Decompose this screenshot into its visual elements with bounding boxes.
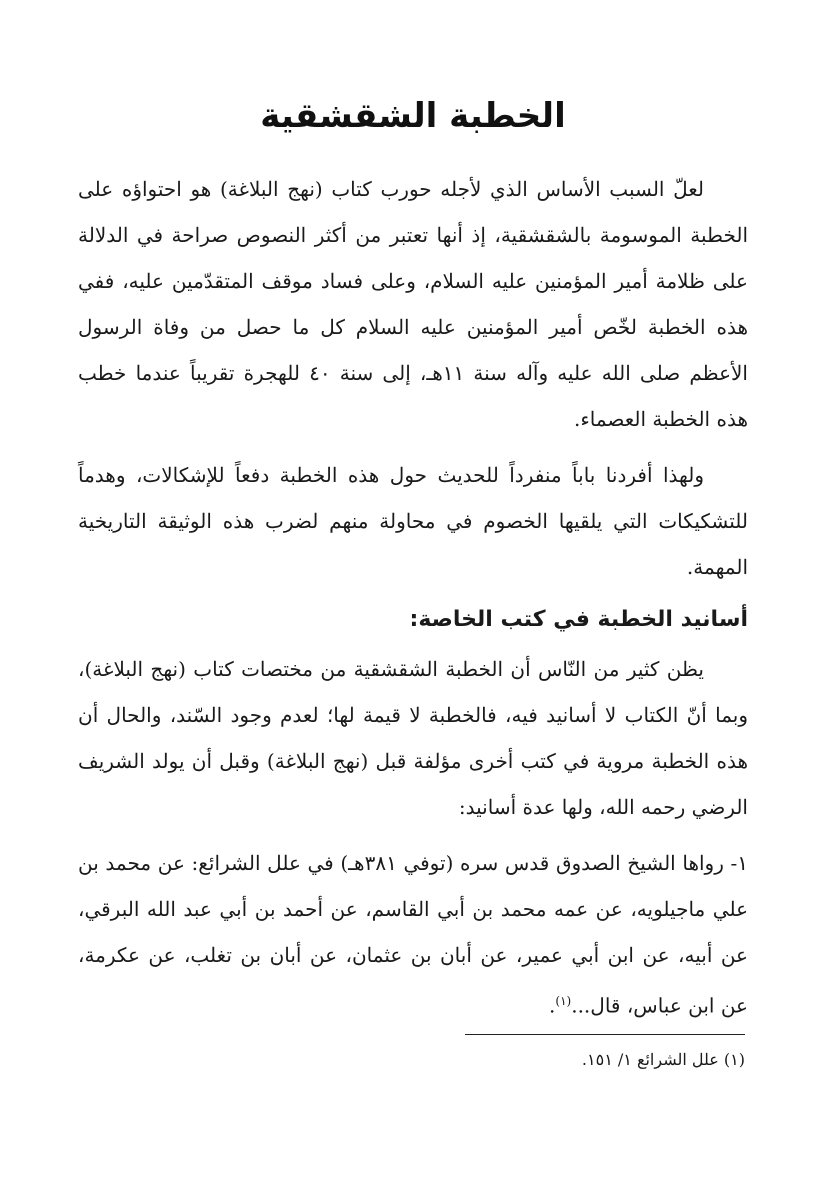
numbered-item-1-text: ١- رواها الشيخ الصدوق قدس سره (توفي ٣٨١هـ) في علل الشرائع: عن محمد بن علي ماجيلويه، عن عمه محمد بن أبي القاسم، عن أحمد بن أبي عبد الله البرقي، عن أبيه، عن ابن أبي عمير، عن أبان بن عثمان، عن أبان بن تغلب، عن عكرمة، عن ابن عباس، قال... [78, 851, 749, 1018]
footnote-reference: (١) [555, 994, 572, 1008]
intro-paragraph-2: ولهذا أفردنا باباً منفرداً للحديث حول هذه الخطبة دفعاً للإشكالات، وهدماً للتشكيكات التي يلقيها الخصوم في محاولة منهم لضرب هذه الوثيقة التاريخية المهمة. [78, 463, 748, 579]
intro-paragraph-1: لعلّ السبب الأساس الذي لأجله حورب كتاب (نهج البلاغة) هو احتواؤه على الخطبة الموسومة بالشقشقية، إذ أنها تعتبر من أكثر النصوص صراحة في الدلالة على ظلامة أمير المؤمنين عليه السلام، وعلى فساد موقف المتقدّمين عليه، ففي هذه الخطبة لخّص أمير المؤمنين عليه السلام كل ما حصل من وفاة الرسول الأعظم صلى الله عليه وآله سنة ١١هـ، إلى سنة ٤٠ للهجرة تقريباً عندما خطب هذه الخطبة العصماء. [78, 177, 748, 431]
footnote-divider [465, 1034, 745, 1035]
page-content [78, 92, 748, 1039]
section-heading: أسانيد الخطبة في كتب الخاصة: [409, 607, 748, 632]
numbered-item-1: ١- رواها الشيخ الصدوق قدس سره (توفي ٣٨١هـ) في علل الشرائع: عن محمد بن علي ماجيلويه، عن عمه محمد بن أبي القاسم، عن أحمد بن أبي عبد الله البرقي، عن أبيه، عن ابن أبي عمير، عن أبان بن عثمان، عن أبان بن تغلب، عن عكرمة، عن ابن عباس، قال...$^{(١)}$. [78, 851, 749, 1018]
footnote-text: (١) علل الشرائع ١/ ١٥١. [581, 1050, 745, 1069]
section-paragraph-1: يظن كثير من النّاس أن الخطبة الشقشقية من مختصات كتاب (نهج البلاغة)، وبما أنّ الكتاب لا أسانيد فيه، فالخطبة لا قيمة لها؛ لعدم وجود السّند، والحال أن هذه الخطبة مروية في كتب أخرى مؤلفة قبل (نهج البلاغة) وقبل أن يولد الشريف الرضي رحمه الله، ولها عدة أسانيد: [78, 657, 748, 819]
page-title: الخطبة الشقشقية [260, 96, 566, 136]
